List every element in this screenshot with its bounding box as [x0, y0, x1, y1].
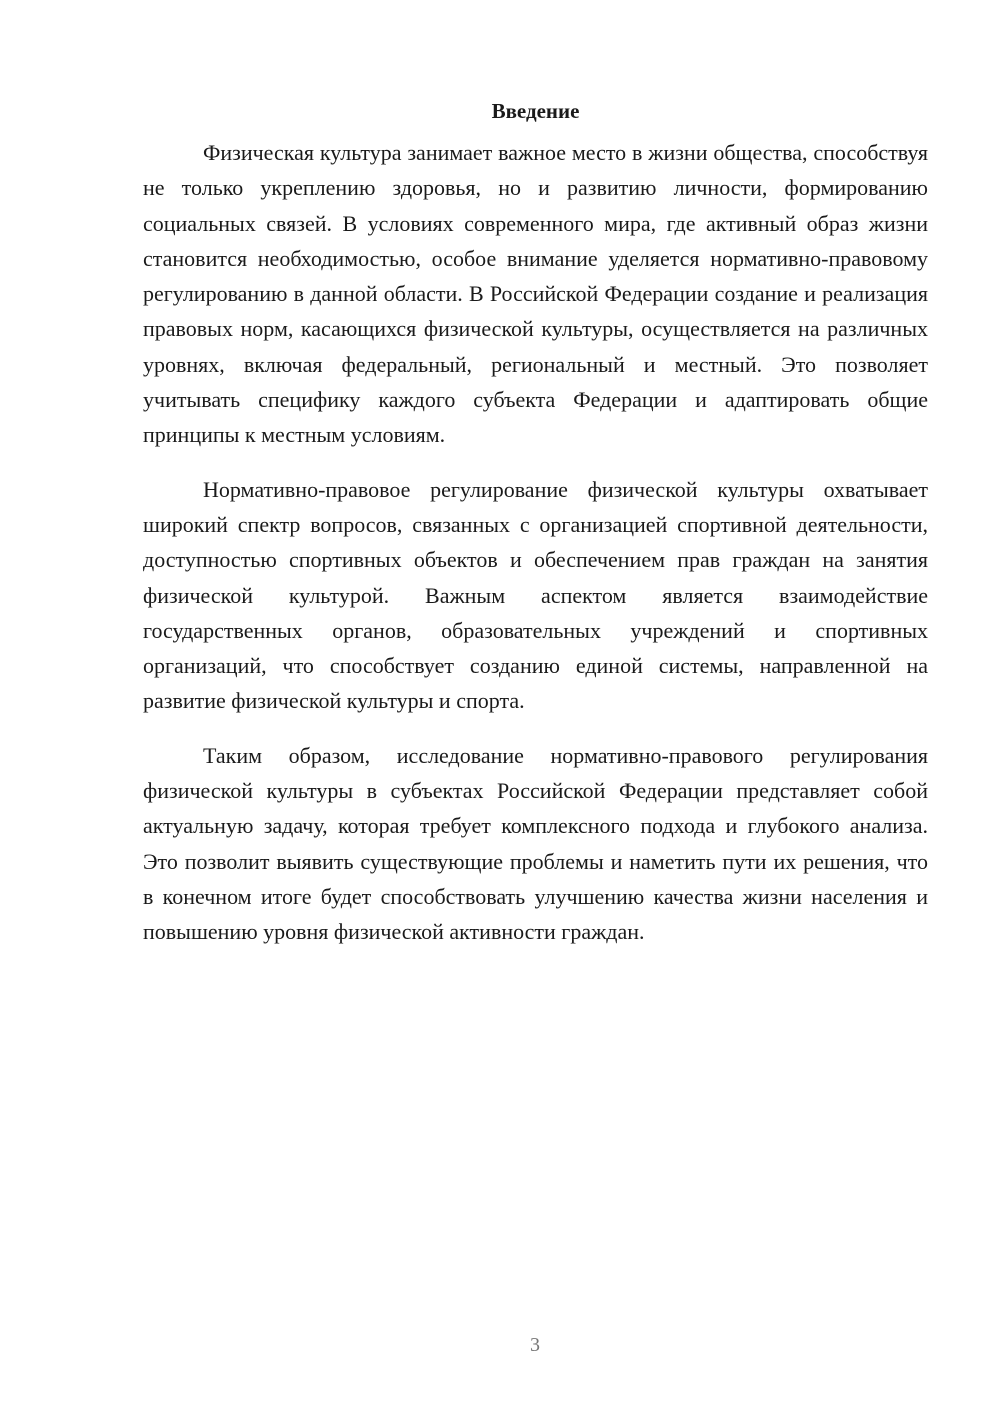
paragraph-2: Нормативно-правовое регулирование физической культуры охватывает широкий спектр вопросов, связанных с организацией спортивной деятельности, доступностью спортивных объектов и обеспечением прав граждан на занятия физической культурой. Важным аспектом является взаимодействие государственных органов, образовательных учреждений и спортивных организаций, что способствует созданию единой системы, направленной на развитие физической культуры и спорта. [143, 476, 928, 714]
section-heading: Введение [491, 99, 580, 123]
paragraph-3: Таким образом, исследование нормативно-правового регулирования физической культуры в субъектах Российской Федерации представляет собой актуальную задачу, которая требует комплексного подхода и глубокого анализа. Это позволит выявить существующие проблемы и наметить пути их решения, что в конечном итоге будет способствовать улучшению качества жизни населения и повышению уровня физической активности граждан. [143, 742, 928, 945]
paragraph-1: Физическая культура занимает важное место в жизни общества, способствуя не только укреплению здоровья, но и развитию личности, формированию социальных связей. В условиях современного мира, где активный образ жизни становится необходимостью, особое внимание уделяется нормативно-правовому регулированию в данной области. В Российской Федерации создание и реализация правовых норм, касающихся физической культуры, осуществляется на различных уровнях, включая федеральный, региональный и местный. Это позволяет учитывать специфику каждого субъекта Федерации и адаптировать общие принципы к местным условиям. [143, 140, 928, 448]
page-number: 3 [530, 1334, 540, 1356]
page-content [143, 96, 928, 969]
